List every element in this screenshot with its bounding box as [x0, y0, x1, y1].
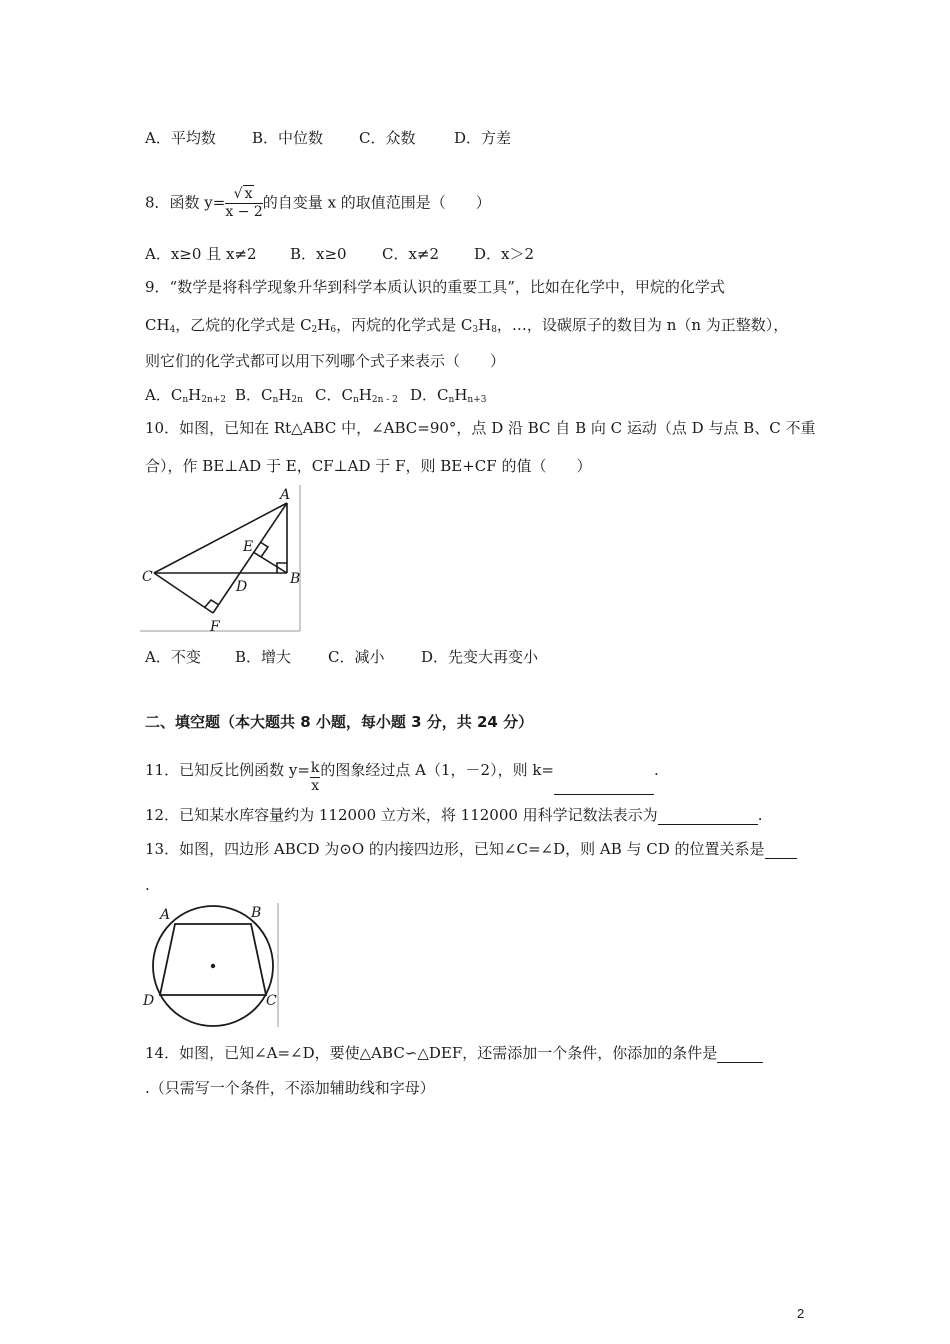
label-d: D	[236, 579, 248, 595]
q10-options	[145, 647, 538, 667]
q9-options	[145, 385, 486, 405]
q8-option-b: B．x≥0	[290, 245, 347, 263]
section2-title: 二、填空题（本大题共 8 小题，每小题 3 分，共 24 分）	[145, 713, 534, 731]
q10-option-c: C．减小	[328, 648, 385, 666]
q11-prefix: 11．已知反比例函数 y=	[145, 761, 310, 779]
q8-stem	[145, 186, 491, 221]
q11-frac-num: k	[310, 760, 320, 776]
right-angle-e	[260, 542, 268, 557]
q9-sub-c1: 3	[472, 325, 479, 335]
label-b: B	[290, 571, 301, 587]
q10-triangle-figure	[140, 485, 305, 635]
q10-option-b: B．增大	[235, 648, 292, 666]
q7-option-b: B．中位数	[252, 129, 324, 147]
q9-sub-b1: 2	[311, 325, 318, 335]
q12-text: 12．已知某水库容量约为 112000 立方米，将 112000 用科学记数法表示为	[145, 806, 658, 824]
q10-option-a: A．不变	[145, 648, 201, 666]
label-b: B	[251, 905, 262, 921]
segment-ac	[154, 503, 287, 573]
q8-fraction: $\frac{√ x}{x - 2}$	[225, 186, 263, 220]
page-number: 2	[797, 1306, 805, 1321]
q9-line1: 9．“数学是将科学现象升华到科学本质认识的重要工具”，比如在化学中，甲烷的化学式	[145, 278, 725, 296]
q8-option-c: C．x≠2	[382, 245, 440, 263]
label-c: C	[266, 993, 277, 1009]
q9-line2	[145, 315, 788, 335]
q14-text: 14．如图，已知∠A=∠D，要使△ABC∽△DEF，还需添加一个条件，你添加的条件是	[145, 1044, 718, 1062]
q9-h-c: H	[478, 316, 492, 334]
q13-text: 13．如图，四边形 ABCD 为⊙O 的内接四边形，已知∠C=∠D，则 AB 与 CD 的位置关系是	[145, 840, 765, 858]
q11-suffix: 的图象经过点 A（1，－2），则 k=	[320, 761, 555, 779]
q11-end: .	[654, 761, 659, 779]
q8-option-a: A．x≥0 且 x≠2	[145, 245, 257, 263]
q9-option-c: C．$C_nH_{2n - 2}$	[315, 386, 398, 405]
q14-stem	[145, 1043, 763, 1063]
label-a: A	[160, 907, 171, 923]
label-f: F	[210, 619, 220, 635]
q7-option-d: D．方差	[454, 129, 512, 147]
q8-frac-den: x − 2	[225, 204, 263, 220]
q8-option-d: D．x＞2	[474, 245, 535, 263]
q9-text-c: ，丙烷的化学式是 C	[336, 316, 473, 334]
q9-h-b: H	[317, 316, 331, 334]
q7-option-c: C．众数	[359, 129, 416, 147]
q11-fraction	[310, 760, 320, 795]
q10-line1: 10．如图，已知在 Rt△ABC 中，∠ABC=90°，点 D 沿 BC 自 B 向 C 运动（点 D 与点 B、C 不重	[145, 419, 816, 437]
q11-answer-blank[interactable]	[554, 778, 654, 795]
q9-text-d: ，…，设碳原子的数目为 n（n 为正整数），	[496, 316, 789, 334]
quadrilateral-abcd	[160, 924, 266, 995]
q14-answer-blank[interactable]	[717, 1046, 763, 1063]
q9-option-a: A．$C_nH_{2n+2}$	[145, 386, 226, 405]
q9-sub-b2: 6	[330, 325, 337, 335]
q8-suffix: 的自变量 x 的取值范围是（ ）	[262, 193, 491, 212]
label-c: C	[142, 569, 153, 585]
q12-stem	[145, 805, 762, 825]
q11-frac-den: x	[311, 778, 320, 794]
q9-option-d: D．$C_nH_{n+3}$	[410, 386, 487, 405]
q9-option-b: B．$C_nH_{2n}$	[235, 386, 303, 405]
center-point	[211, 964, 215, 968]
label-a: A	[280, 487, 291, 503]
q7-option-a: A．平均数	[145, 129, 216, 147]
q11-stem	[145, 760, 659, 795]
q9-sub-c2: 8	[491, 325, 497, 335]
q13-answer-blank[interactable]	[765, 842, 797, 859]
segment-af	[213, 503, 287, 613]
label-e: E	[243, 539, 254, 555]
q13-line2: .	[145, 876, 150, 894]
q9-text-b: ，乙烷的化学式是 C	[175, 316, 312, 334]
q9-ch-sub: 4	[169, 325, 176, 335]
q12-answer-blank[interactable]	[658, 808, 758, 825]
q14-line2: .（只需写一个条件，不添加辅助线和字母）	[145, 1079, 435, 1097]
segment-cf	[154, 573, 213, 613]
q8-options	[145, 244, 534, 264]
label-d: D	[143, 993, 155, 1009]
q10-line2: 合），作 BE⊥AD 于 E，CF⊥AD 于 F，则 BE+CF 的值（ ）	[145, 457, 592, 475]
q10-option-d: D．先变大再变小	[421, 648, 539, 666]
q9-ch: CH	[145, 316, 170, 334]
q13-stem	[145, 839, 797, 859]
q13-circle-figure	[140, 903, 285, 1029]
q8-prefix: 8．函数 y=	[145, 193, 226, 212]
q7-options	[145, 128, 511, 148]
q12-end: .	[757, 806, 763, 824]
q9-line3: 则它们的化学式都可以用下列哪个式子来表示（ ）	[145, 352, 506, 370]
q8-frac-num: x	[244, 186, 253, 202]
